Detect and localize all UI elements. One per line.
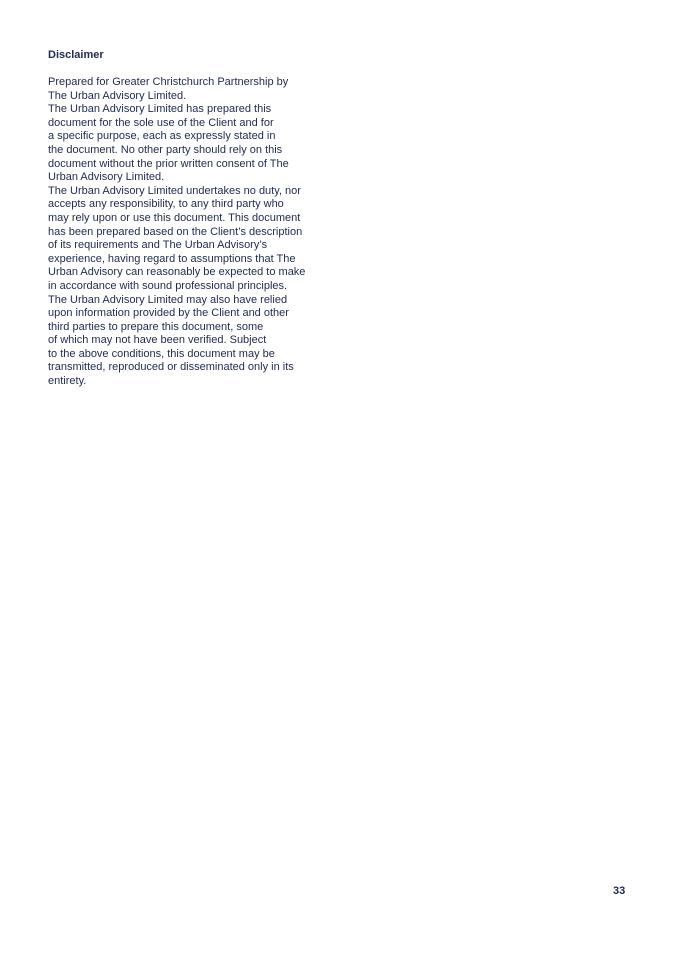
disclaimer-line: transmitted, reproduced or disseminated only in its: [48, 361, 294, 374]
disclaimer-line: document without the prior written consent of The: [48, 157, 289, 170]
disclaimer-line: in accordance with sound professional principles.: [48, 279, 288, 292]
disclaimer-line: of which may not have been verified. Subject: [48, 334, 267, 347]
disclaimer-line: Urban Advisory Limited.: [48, 171, 165, 184]
page-number: 33: [613, 885, 626, 897]
disclaimer-line: may rely upon or use this document. This document: [48, 211, 301, 224]
disclaimer-line: experience, having regard to assumptions that The: [48, 252, 296, 265]
disclaimer-line: The Urban Advisory Limited undertakes no duty, nor: [48, 184, 301, 197]
disclaimer-line: The Urban Advisory Limited may also have relied: [48, 293, 288, 306]
disclaimer-line: Urban Advisory can reasonably be expected to make: [48, 266, 306, 279]
disclaimer-section: [48, 48, 348, 389]
disclaimer-line: of its requirements and The Urban Advisory’s: [48, 239, 268, 252]
disclaimer-line: The Urban Advisory Limited.: [48, 89, 187, 102]
disclaimer-line: Prepared for Greater Christchurch Partnership by: [48, 76, 289, 88]
disclaimer-line: The Urban Advisory Limited has prepared this: [48, 103, 272, 116]
disclaimer-line: upon information provided by the Client and other: [48, 307, 289, 320]
disclaimer-body: [48, 76, 348, 389]
disclaimer-line: accepts any responsibility, to any third party who: [48, 198, 284, 211]
disclaimer-line: third parties to prepare this document, some: [48, 320, 264, 333]
disclaimer-line: the document. No other party should rely on this: [48, 143, 283, 156]
disclaimer-line: has been prepared based on the Client’s description: [48, 225, 303, 238]
disclaimer-line: entirety.: [48, 375, 87, 388]
disclaimer-line: a specific purpose, each as expressly stated in: [48, 130, 276, 143]
disclaimer-line: document for the sole use of the Client and for: [48, 116, 274, 129]
disclaimer-heading: Disclaimer: [48, 49, 104, 61]
disclaimer-line: to the above conditions, this document may be: [48, 347, 275, 360]
